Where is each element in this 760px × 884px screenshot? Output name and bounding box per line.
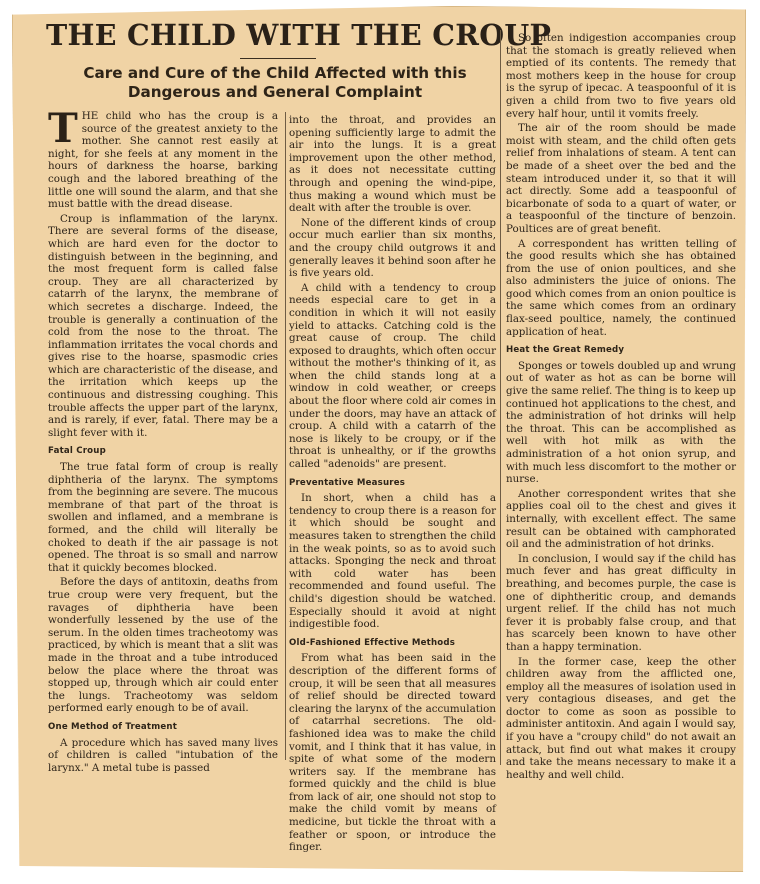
paragraph: into the throat, and provides an opening sufficiently large to admit the air into the lungs. It is a great improvement upon the other method, as it does not necessitate cutting through and opening the wind-pipe, thus making a wound which must be dealt with after the trouble is over. bbox=[289, 114, 496, 215]
column-3 bbox=[506, 32, 736, 783]
subheading-fatal-croup: Fatal Croup bbox=[48, 446, 106, 457]
article-title: THE CHILD WITH THE CROUP bbox=[46, 18, 552, 52]
paragraph: In conclusion, I would say if the child has much fever and has great difficulty in breathing, and becomes purple, the case is one of diphtheritic croup, and demands urgent relief. If the child has not much fever it is probably false croup, and that has scarcely been known to have other than a happy termination. bbox=[506, 552, 736, 653]
paragraph: Sponges or towels doubled up and wrung out of water as hot as can be borne will give the same relief. The thing is to keep up continued hot applications to the chest, and the administration of hot drinks will help the throat. This can be accomplished as well with hot milk as with the administration of a hot onion syrup, and with much less discomfort to the mother or nurse. bbox=[506, 359, 736, 486]
paragraph: Croup is inflammation of the larynx. There are several forms of the disease, which are hard even for the doctor to distinguish between in the beginning, and the most frequent form is called false croup. They are all characterized by catarrh of the larynx, the membrane of which secretes a discharge. Indeed, the trouble is generally a continuation of the cold from the nose to the throat. The inflammation irritates the vocal chords and gives rise to the hoarse, spasmodic cries which are characteristic of the disease, and the irritation which keeps up the continuous and distressing coughing. This trouble affects the upper part of the larynx, and is rarely, if ever, fatal. There may be a slight fever with it. bbox=[48, 212, 278, 439]
column-2 bbox=[289, 114, 496, 856]
paragraph: In the former case, keep the other children away from the afflicted one, employ all the measures of isolation used in very contagious diseases, and get the doctor to come as soon as possible to administer antitoxin. And again I would say, if you have a "croupy child" do not await an attack, but find out what makes it croupy and take the means necessary to make it a healthy and well child. bbox=[506, 655, 736, 781]
paragraph: The air of the room should be made moist with steam, and the child often gets relief from inhalations of steam. A tent can be made of a sheet over the bed and the steam introduced under it, so that it will act directly. Some add a teaspoonful of bicarbonate of soda to a quart of water, or a teaspoonful of the tincture of benzoin. Poultices are of great benefit. bbox=[506, 122, 736, 235]
paragraph: So often indigestion accompanies croup that the stomach is greatly relieved when emptied of its contents. The remedy that most mothers keep in the house for croup is the syrup of ipecac. A teaspoonful of it is given a child from two to five years old every half hour, until it vomits freely. bbox=[506, 32, 736, 120]
subheading-preventative: Preventative Measures bbox=[289, 477, 406, 488]
subheading-one-method: One Method of Treatment bbox=[48, 721, 178, 732]
paragraph: The true fatal form of croup is really diphtheria of the larynx. The symptoms from the beginning are severe. The mucous membrane of that part of the throat is swollen and inflamed, and a membrane is formed, and the child will literally be choked to death if the air passage is not opened. The throat is so small and narrow that it quickly becomes blocked. bbox=[48, 461, 278, 574]
column-1 bbox=[48, 105, 278, 776]
paragraph: Before the days of antitoxin, deaths from true croup were very frequent, but the ravages of diphtheria have been wonderfully lessened by the use of the serum. In the olden times tracheotomy was practiced, by which is meant that a slit was made in the throat and a tube introduced below the place where the throat was stopped up, through which air could enter the lungs. Tracheotomy was seldom performed early enough to be of avail. bbox=[48, 576, 278, 715]
article-subtitle: Care and Cure of the Child Affected with this Dangerous and General Complaint bbox=[83, 64, 467, 101]
drop-cap: T bbox=[48, 105, 78, 152]
paragraph: From what has been said in the description of the different forms of croup, it will be seen that all measures of relief should be directed toward clearing the larynx of the accumulation of catarrhal secretions. The old-fashioned idea was to make the child vomit, and I think that it has value, in spite of what some of the modern writers say. If the membrane has formed quickly and the child is blue from lack of air, one should not stop to make the child vomit by means of medicine, but tickle the throat with a feather or spoon, or introduce the finger. bbox=[289, 652, 496, 854]
paragraph: None of the different kinds of croup occur much earlier than six months, and the croupy child outgrows it and generally leaves it behind soon after he is five years old. bbox=[289, 216, 496, 280]
title-divider bbox=[240, 58, 316, 59]
paragraph: THE child who has the croup is a source of the greatest anxiety to the mother. She cannot rest easily at night, for she feels at any moment in the hours of darkness the hoarse, barking cough and the labored breathing of the little one will sound the alarm, and that she must battle with the dread disease. bbox=[48, 105, 278, 211]
paragraph: A procedure which has saved many lives of children is called "intubation of the larynx." A metal tube is passed bbox=[48, 736, 278, 774]
column-rule bbox=[500, 30, 501, 765]
column-rule bbox=[285, 112, 286, 760]
subheading-old-fashioned: Old-Fashioned Effective Methods bbox=[289, 637, 456, 648]
paragraph: A child with a tendency to croup needs especial care to get in a condition in which it will not easily yield to attacks. Catching cold is the great cause of croup. The child exposed to draughts, which often occur without the mother's thinking of it, as when the child stands long at a window in cold weather, or creeps about the floor where cold air comes in under the doors, may have an attack of croup. A child with a catarrh of the nose is likely to be croupy, or if the throat is unhealthy, or if the growths called "adenoids" are present. bbox=[289, 281, 496, 471]
paragraph: Another correspondent writes that she applies coal oil to the chest and gives it internally, with excellent effect. The same result can be obtained with camphorated oil and the administration of hot drinks. bbox=[506, 487, 736, 551]
paragraph: In short, when a child has a tendency to croup there is a reason for it which should be sought and measures taken to strengthen the child in the weak points, so as to avoid such attacks. Sponging the neck and throat with cold water has been recommended and found useful. The child's digestion should be watched. Especially should it avoid at night indigestible food. bbox=[289, 492, 496, 631]
paragraph: A correspondent has written telling of the good results which she has obtained from the use of onion poultices, and she also administers the juice of onions. The good which comes from an onion poultice is the same which comes from an ordinary flax-seed poultice, namely, the continued application of heat. bbox=[506, 237, 736, 338]
subheading-heat-remedy: Heat the Great Remedy bbox=[506, 345, 625, 356]
